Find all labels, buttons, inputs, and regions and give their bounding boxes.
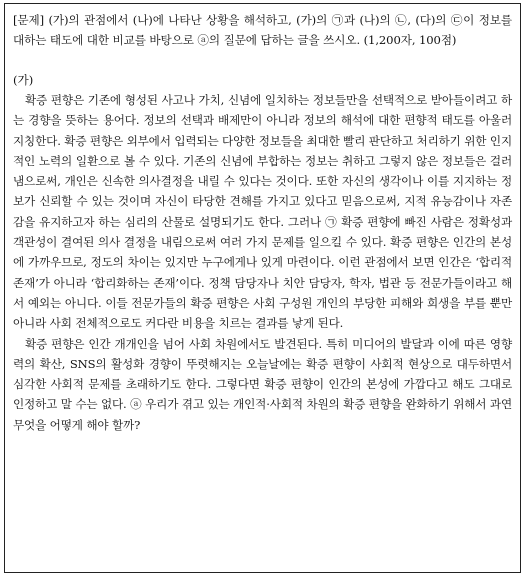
blank-line xyxy=(13,50,512,70)
passage-label: (가) xyxy=(13,73,34,87)
question-prompt: [문제] (가)의 관점에서 (나)에 나타난 상황을 해석하고, (가)의 ㉠과 (나)의 ㉡, (다)의 ㉢이 정보를 대하는 태도에 대한 비교를 바탕으로 ⓐ의 질문에 답하는 글을 쓰시오. (1,200자, 100점) xyxy=(13,13,512,47)
document-frame xyxy=(4,3,521,573)
passage-paragraph-1: 확증 편향은 기존에 형성된 사고나 가치, 신념에 일치하는 정보들만을 선택적으로 받아들이려고 하는 경향을 뜻하는 용어다. 정보의 선택과 배제만이 아니라 정보의 해석에 대한 편향적 태도를 아울러 지칭한다. 확증 편향은 외부에서 입력되는 다양한 정보들을 최대한 빨리 판단하고 처리하기 위한 인지적인 노력의 일환으로 볼 수 있다. 기존의 신념에 부합하는 정보는 취하고 그렇지 않은 정보들은 걸러냄으로써, 개인은 신속한 의사결정을 내릴 수 있다는 것이다. 또한 자신의 생각이나 이를 지지하는 정보가 신뢰할 수 있는 것이며 자신이 타당한 견해를 가지고 있다고 믿음으로써, 지적 유능감이나 자존감을 유지하고자 하는 심리의 산물로 설명되기도 한다. 그러나 ㉠ 확증 편향에 빠진 사람은 정확성과 객관성이 결여된 의사 결정을 내림으로써 여러 가지 문제를 일으킬 수 있다. 확증 편향은 인간의 본성에 가까우므로, 정도의 차이는 있지만 누구에게나 있게 마련이다. 이런 관점에서 보면 인간은 ‘합리적 존재’가 아니라 ‘합리화하는 존재’이다. 정책 담당자나 치안 담당자, 학자, 법관 등 전문가들이라고 해서 예외는 아니다. 이들 전문가들의 확증 편향은 사회 구성원 개인의 부당한 피해와 희생을 부를 뿐만 아니라 사회 전체적으로도 커다란 비용을 치르는 결과를 낳게 된다. xyxy=(13,93,512,331)
passage-paragraph-2: 확증 편향은 인간 개개인을 넘어 사회 차원에서도 발견된다. 특히 미디어의 발달과 이에 따른 영향력의 확산, SNS의 활성화 경향이 뚜렷해지는 오늘날에는 확증 편향이 사회적 현상으로 대두하면서 심각한 사회적 문제를 초래하기도 한다. 그렇다면 확증 편향이 인간의 본성에 가깝다고 해도 그대로 인정하고 말 수는 없다. ⓐ 우리가 겪고 있는 개인적·사회적 차원의 확증 편향을 완화하기 위해서 과연 무엇을 어떻게 해야 할까? xyxy=(13,336,512,432)
